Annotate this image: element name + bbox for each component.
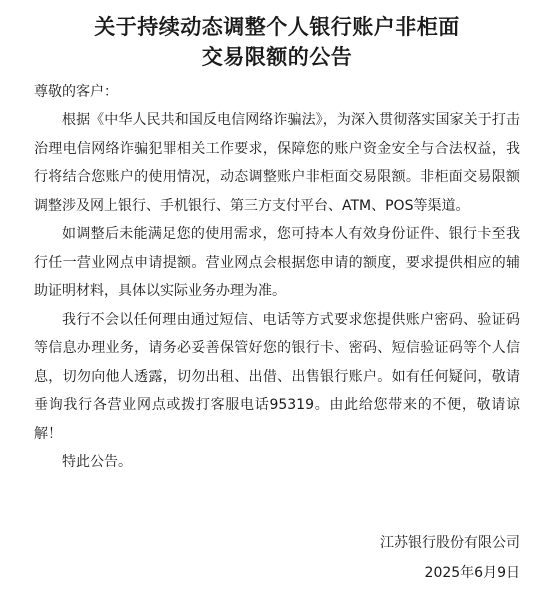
issue-date: 2025年6月9日 [424, 565, 520, 581]
notice-title [34, 0, 520, 72]
salutation: 尊敬的客户： [34, 84, 118, 100]
paragraph-limit-increase: 如调整后未能满足您的使用需求，您可持本人有效身份证件、银行卡至我行任一营业网点申请提额。营业网点会根据您申请的额度，要求提供相应的辅助证明材料，具体以实际业务办理为准。 [34, 226, 520, 299]
issuer-name: 江苏银行股份有限公司 [380, 535, 520, 551]
signature-block [380, 528, 520, 588]
notice-title-line-1: 关于持续动态调整个人银行账户非柜面 [94, 15, 460, 39]
closing-statement: 特此公告。 [62, 454, 132, 470]
notice-title-line-2: 交易限额的公告 [201, 45, 353, 69]
paragraph-legal-basis: 根据《中华人民共和国反电信网络诈骗法》，为深入贯彻落实国家关于打击治理电信网络诈骗犯罪相关工作要求，保障您的账户资金安全与合法权益，我行将结合您账户的使用情况，动态调整账户非柜面交易限额。非柜面交易限额调整涉及网上银行、手机银行、第三方支付平台、ATM、POS等渠道。 [34, 112, 520, 214]
paragraph-security-warning: 我行不会以任何理由通过短信、电话等方式要求您提供账户密码、验证码等信息办理业务，请务必妥善保管好您的银行卡、密码、短信验证码等个人信息，切勿向他人透露，切勿出租、出借、出售银行账户。如有任何疑问，敬请垂询我行各营业网点或拨打客服电话95319。由此给您带来的不便，敬请谅解！ [34, 311, 520, 442]
